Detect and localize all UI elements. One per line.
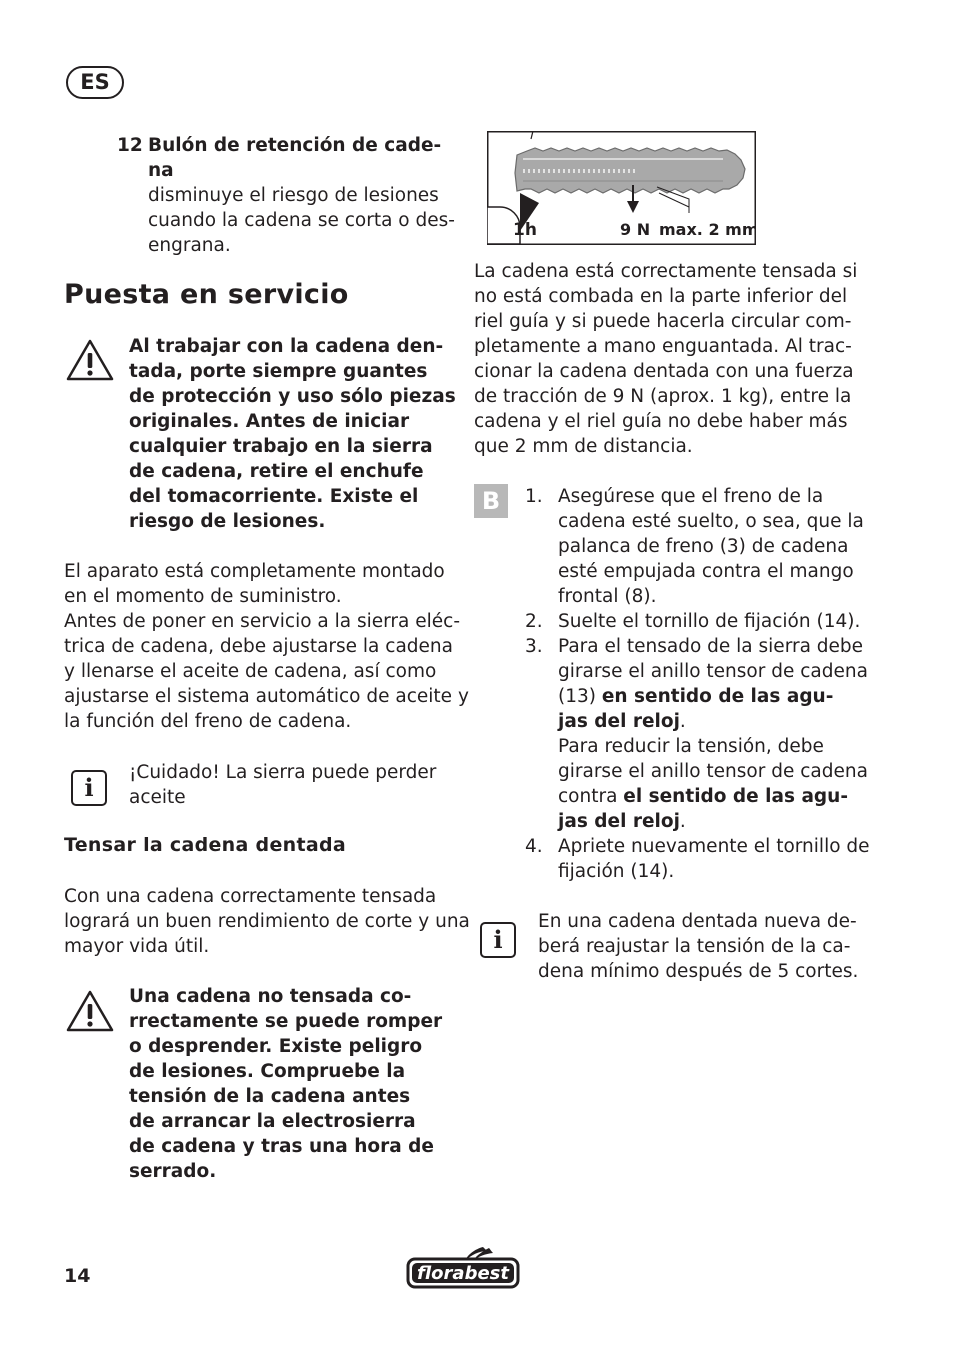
text-line: riel guía y si puede hacerla circular com- (474, 311, 852, 332)
step-item (525, 834, 870, 884)
step-number: 3. (525, 636, 543, 657)
text-line: Asegúrese que el freno de la (558, 486, 824, 507)
info-icon: i (71, 770, 107, 806)
figure-label-force: 9 N (620, 220, 651, 239)
text-span: . (679, 811, 686, 832)
text-span: . (679, 711, 686, 732)
text-line: o desprender. Existe peligro (129, 1036, 423, 1057)
brand-logo (405, 1245, 521, 1295)
text-line: fijación (14). (558, 861, 675, 882)
text-line: cionar la cadena dentada con una fuerza (474, 361, 854, 382)
warning-icon (66, 338, 114, 382)
text-line (558, 809, 870, 834)
logo-icon (405, 1245, 521, 1291)
language-badge: ES (66, 66, 124, 99)
text-line: cadena y el riel guía no debe haber más (474, 411, 848, 432)
text-line: de lesiones. Compruebe la (129, 1061, 406, 1082)
text-line: palanca de freno (3) de cadena (558, 536, 849, 557)
item-title-line2: na (148, 160, 174, 181)
text-line: riesgo de lesiones. (129, 511, 326, 532)
intro-paragraph (64, 559, 469, 734)
info-icon: i (480, 922, 516, 958)
warning-icon (66, 989, 114, 1033)
text-emphasis: el sentido de las agu- (623, 786, 849, 807)
figure-ref-badge: B (474, 484, 508, 518)
text-line: originales. Antes de iniciar (129, 411, 410, 432)
text-line: mayor vida útil. (64, 936, 210, 957)
text-line: de arrancar la electrosierra (129, 1111, 416, 1132)
text-span: (13) (558, 686, 602, 707)
text-line: aceite (129, 787, 186, 808)
text-line: rrectamente se puede romper (129, 1011, 443, 1032)
text-emphasis: en sentido de las agu- (601, 686, 834, 707)
step-item (525, 634, 870, 834)
text-line: ¡Cuidado! La sierra puede perder (129, 762, 437, 783)
text-line: de cadena y tras una hora de (129, 1136, 434, 1157)
text-line: dena mínimo después de 5 cortes. (538, 961, 859, 982)
text-line (558, 709, 870, 734)
text-line: Al trabajar con la cadena den- (129, 336, 444, 357)
step-item (525, 609, 870, 634)
step-number: 4. (525, 836, 543, 857)
tension-explanation (474, 259, 857, 459)
text-line: tada, porte siempre guantes (129, 361, 428, 382)
page-number: 14 (64, 1265, 91, 1287)
text-line: Suelte el tornillo de fijación (14). (558, 611, 861, 632)
warning-text (129, 984, 442, 1184)
text-line: y llenarse el aceite de cadena, así como (64, 661, 437, 682)
info-text (538, 909, 858, 984)
text-line: no está combada en la parte inferior del (474, 286, 848, 307)
text-line: El aparato está completamente montado (64, 561, 445, 582)
text-line: de tracción de 9 N (aprox. 1 kg), entre la (474, 386, 852, 407)
figure-label-time: 1h (513, 220, 537, 240)
text-line: logrará un buen rendimiento de corte y una (64, 911, 470, 932)
text-line: En una cadena dentada nueva de- (538, 911, 857, 932)
text-line: cualquier trabajo en la sierra (129, 436, 433, 457)
chain-illustration (487, 131, 756, 245)
step-number: 2. (525, 611, 543, 632)
text-line: La cadena está correctamente tensada si (474, 261, 858, 282)
chain-tension-figure (487, 131, 756, 245)
text-line (558, 784, 870, 809)
text-line: frontal (8). (558, 586, 657, 607)
text-line: la función del freno de cadena. (64, 711, 352, 732)
text-line: tensión de la cadena antes (129, 1086, 411, 1107)
text-line: Para reducir la tensión, debe (558, 736, 824, 757)
steps-list (525, 484, 870, 884)
text-line (558, 684, 870, 709)
section-title: Puesta en servicio (64, 279, 349, 310)
text-line: Antes de poner en servicio a la sierra eléc- (64, 611, 460, 632)
text-line: que 2 mm de distancia. (474, 436, 693, 457)
text-span: contra (558, 786, 624, 807)
text-line: del tomacorriente. Existe el (129, 486, 419, 507)
text-line: cuando la cadena se corta o des- (148, 210, 455, 231)
text-line: berá reajustar la tensión de la ca- (538, 936, 851, 957)
text-line: girarse el anillo tensor de cadena (558, 761, 868, 782)
text-line: engrana. (148, 235, 231, 256)
text-line: en el momento de suministro. (64, 586, 342, 607)
text-emphasis: jas del reloj (558, 711, 680, 732)
step-number: 1. (525, 486, 543, 507)
subsection-title: Tensar la cadena dentada (64, 834, 346, 856)
warning-text (129, 334, 456, 534)
text-line: ajustarse el sistema automático de aceite y (64, 686, 469, 707)
step-item (525, 484, 870, 609)
text-line: de cadena, retire el enchufe (129, 461, 424, 482)
text-line: cadena esté suelto, o sea, que la (558, 511, 864, 532)
tension-paragraph (64, 884, 470, 959)
text-line: girarse el anillo tensor de cadena (558, 661, 868, 682)
text-line: Una cadena no tensada co- (129, 986, 412, 1007)
text-line: de protección y uso sólo piezas (129, 386, 456, 407)
text-line: trica de cadena, debe ajustarse la cadena (64, 636, 453, 657)
logo-text: florabest (417, 1263, 509, 1284)
text-line: disminuye el riesgo de lesiones (148, 185, 439, 206)
item-description (148, 183, 455, 258)
item-number: 12 (117, 135, 143, 156)
text-line: serrado. (129, 1161, 217, 1182)
text-emphasis: jas del reloj (558, 811, 680, 832)
text-line: Apriete nuevamente el tornillo de (558, 836, 870, 857)
item-title-line1: Bulón de retención de cade- (148, 135, 442, 156)
text-line: Para el tensado de la sierra debe (558, 636, 864, 657)
text-line: esté empujada contra el mango (558, 561, 854, 582)
info-text (129, 760, 436, 810)
figure-label-gap: max. 2 mm (659, 220, 756, 239)
text-line: pletamente a mano enguantada. Al trac- (474, 336, 852, 357)
text-line: Con una cadena correctamente tensada (64, 886, 437, 907)
